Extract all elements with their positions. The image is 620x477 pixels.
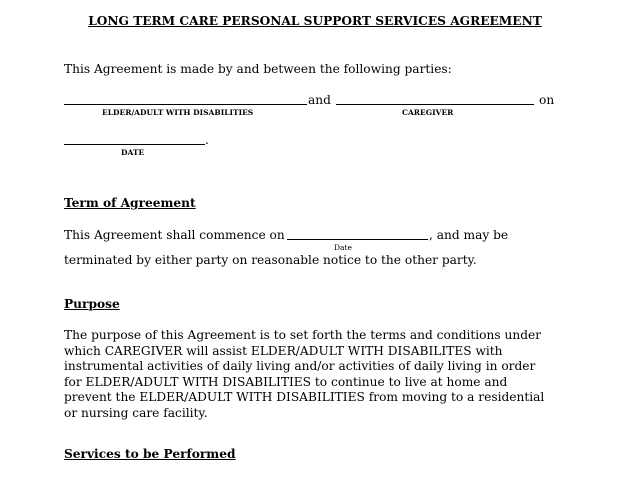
- date-label: DATE: [121, 148, 145, 157]
- term-line1-start: This Agreement shall commence on: [64, 228, 285, 242]
- purpose-line: or nursing care facility.: [64, 405, 208, 420]
- document-title: LONG TERM CARE PERSONAL SUPPORT SERVICES AGREEMENT: [88, 14, 542, 28]
- commence-date-line[interactable]: [287, 239, 428, 240]
- purpose-line: for ELDER/ADULT WITH DISABILITIES to continue to live at home and: [64, 374, 508, 389]
- on-word: on: [539, 93, 555, 107]
- term-line2: terminated by either party on reasonable notice to the other party.: [64, 253, 477, 267]
- date-caption: Date: [334, 243, 352, 252]
- elder-signature-line[interactable]: [64, 104, 307, 105]
- purpose-line: The purpose of this Agreement is to set forth the terms and conditions under: [64, 328, 542, 342]
- intro-text: This Agreement is made by and between the following parties:: [64, 62, 452, 76]
- purpose-line: which CAREGIVER will assist ELDER/ADULT WITH DISABILITES with: [64, 343, 503, 358]
- caregiver-signature-line[interactable]: [336, 104, 534, 105]
- elder-label: ELDER/ADULT WITH DISABILITIES: [102, 108, 254, 117]
- services-heading: Services to be Performed: [64, 447, 236, 461]
- purpose-paragraph: [64, 328, 564, 422]
- date-period: .: [205, 133, 209, 147]
- term-heading: Term of Agreement: [64, 196, 196, 210]
- and-word: and: [308, 93, 331, 107]
- date-line[interactable]: [64, 144, 205, 145]
- purpose-heading: Purpose: [64, 297, 120, 311]
- purpose-line: prevent the ELDER/ADULT WITH DISABILITIES from moving to a residential: [64, 390, 545, 405]
- term-line1-end: , and may be: [429, 228, 509, 242]
- purpose-line: instrumental activities of daily living and/or activities of daily living in order: [64, 359, 536, 374]
- caregiver-label: CAREGIVER: [402, 108, 454, 117]
